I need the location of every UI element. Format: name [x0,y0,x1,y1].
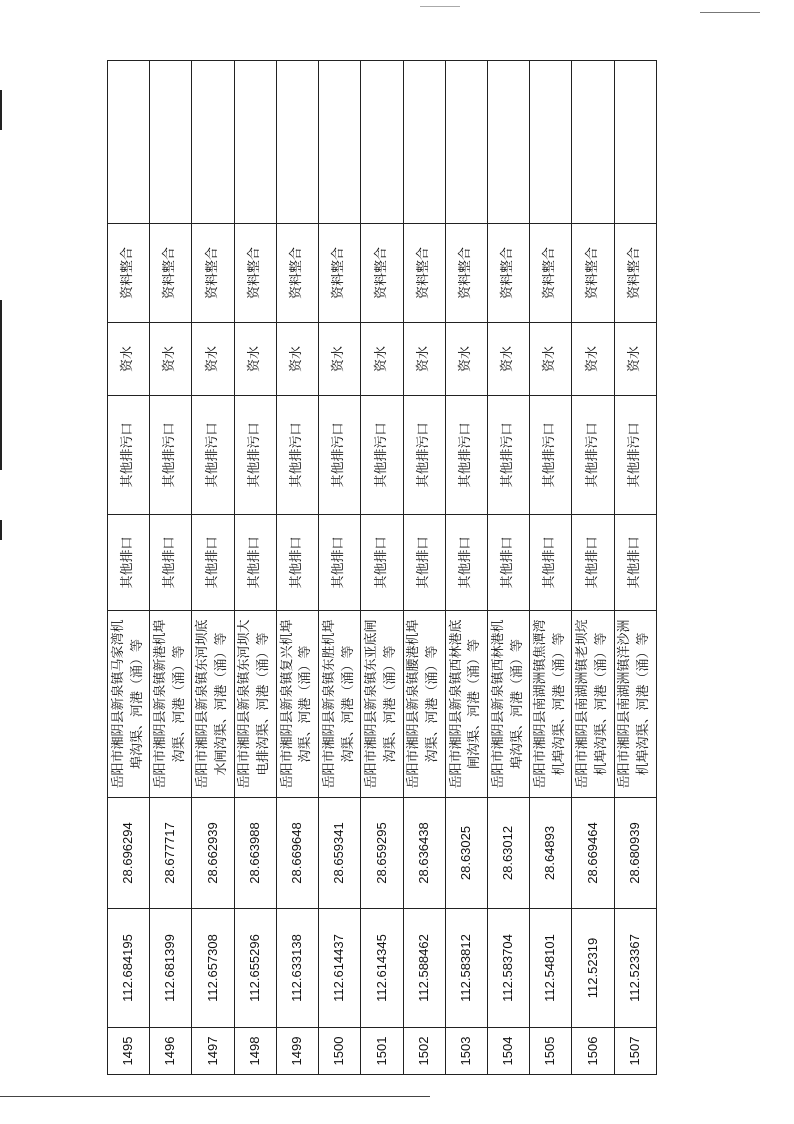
empty-cell [361,61,403,224]
outfall-name-cell: 岳阳市湘阴县新泉镇东胜机埠沟渠、河港（涌）等 [319,611,361,798]
empty-cell [614,61,656,224]
outfall-type-cell: 其他排口 [319,515,361,611]
receiving-water-cell: 资水 [614,323,656,396]
outfall-type-cell: 其他排口 [150,515,192,611]
longitude-cell: 112.583812 [445,909,487,1028]
scan-top-dash-2 [420,6,460,7]
outfall-subtype-cell: 其他排污口 [234,396,276,515]
source-status-cell: 资料整合 [234,224,276,323]
longitude-cell: 112.633138 [276,909,318,1028]
row-number-cell: 1496 [150,1028,192,1075]
longitude-cell: 112.614437 [319,909,361,1028]
empty-cell [319,61,361,224]
table-row [234,61,276,1075]
row-number-cell: 1497 [192,1028,234,1075]
outfall-subtype-cell: 其他排污口 [276,396,318,515]
outfall-name-cell: 岳阳市湘阴县新泉镇马家湾机埠沟渠、河港（涌）等 [108,611,150,798]
longitude-cell: 112.614345 [361,909,403,1028]
outfall-type-cell: 其他排口 [572,515,614,611]
scan-edge-mark-left-low [0,520,2,540]
receiving-water-cell: 资水 [234,323,276,396]
row-number-cell: 1506 [572,1028,614,1075]
receiving-water-cell: 资水 [445,323,487,396]
row-number-cell: 1499 [276,1028,318,1075]
table-row [445,61,487,1075]
source-status-cell: 资料整合 [614,224,656,323]
outfall-subtype-cell: 其他排污口 [150,396,192,515]
latitude-cell: 28.677717 [150,798,192,909]
table-row [572,61,614,1075]
outfall-type-cell: 其他排口 [192,515,234,611]
outfall-type-cell: 其他排口 [276,515,318,611]
outfall-type-cell: 其他排口 [361,515,403,611]
outfall-subtype-cell: 其他排污口 [192,396,234,515]
empty-cell [530,61,572,224]
outfall-subtype-cell: 其他排污口 [445,396,487,515]
receiving-water-cell: 资水 [403,323,445,396]
table-row [150,61,192,1075]
longitude-cell: 112.655296 [234,909,276,1028]
outfall-name-cell: 岳阳市湘阴县新泉镇新港机埠沟渠、河港（涌）等 [150,611,192,798]
source-status-cell: 资料整合 [192,224,234,323]
receiving-water-cell: 资水 [361,323,403,396]
rotated-table-container [107,60,657,1075]
latitude-cell: 28.669648 [276,798,318,909]
longitude-cell: 112.684195 [108,909,150,1028]
longitude-cell: 112.548101 [530,909,572,1028]
outfall-subtype-cell: 其他排污口 [108,396,150,515]
empty-cell [403,61,445,224]
latitude-cell: 28.63012 [487,798,529,909]
scan-edge-mark-left-top [0,90,2,130]
latitude-cell: 28.669464 [572,798,614,909]
outfall-type-cell: 其他排口 [487,515,529,611]
latitude-cell: 28.63025 [445,798,487,909]
outfall-subtype-cell: 其他排污口 [530,396,572,515]
source-status-cell: 资料整合 [108,224,150,323]
outfall-subtype-cell: 其他排污口 [614,396,656,515]
outfall-subtype-cell: 其他排污口 [403,396,445,515]
empty-cell [276,61,318,224]
latitude-cell: 28.659341 [319,798,361,909]
outfall-name-cell: 岳阳市湘阴县新泉镇东河坝底水闸沟渠、河港（涌）等 [192,611,234,798]
receiving-water-cell: 资水 [530,323,572,396]
table-row [487,61,529,1075]
outfall-name-cell: 岳阳市湘阴县新泉镇腰港机埠沟渠、河港（涌）等 [403,611,445,798]
receiving-water-cell: 资水 [108,323,150,396]
outfall-type-cell: 其他排口 [108,515,150,611]
outfall-registry-table [107,60,657,1075]
outfall-name-cell: 岳阳市湘阴县南湖洲镇焦潭湾机埠沟渠、河港（涌）等 [530,611,572,798]
empty-cell [445,61,487,224]
row-number-cell: 1502 [403,1028,445,1075]
table-row [403,61,445,1075]
outfall-name-cell: 岳阳市湘阴县新泉镇东河坝大电排沟渠、河港（涌）等 [234,611,276,798]
empty-cell [108,61,150,224]
source-status-cell: 资料整合 [403,224,445,323]
receiving-water-cell: 资水 [487,323,529,396]
table-row [530,61,572,1075]
outfall-name-cell: 岳阳市湘阴县新泉镇西林港底闸沟渠、河港（涌）等 [445,611,487,798]
table-row [276,61,318,1075]
outfall-type-cell: 其他排口 [530,515,572,611]
receiving-water-cell: 资水 [319,323,361,396]
outfall-type-cell: 其他排口 [403,515,445,611]
latitude-cell: 28.696294 [108,798,150,909]
outfall-subtype-cell: 其他排污口 [572,396,614,515]
longitude-cell: 112.588462 [403,909,445,1028]
outfall-name-cell: 岳阳市湘阴县新泉镇东亚底闸沟渠、河港（涌）等 [361,611,403,798]
receiving-water-cell: 资水 [192,323,234,396]
table-row [319,61,361,1075]
outfall-subtype-cell: 其他排污口 [487,396,529,515]
row-number-cell: 1503 [445,1028,487,1075]
row-number-cell: 1504 [487,1028,529,1075]
latitude-cell: 28.662939 [192,798,234,909]
table-row [108,61,150,1075]
receiving-water-cell: 资水 [150,323,192,396]
source-status-cell: 资料整合 [150,224,192,323]
empty-cell [572,61,614,224]
row-number-cell: 1500 [319,1028,361,1075]
outfall-type-cell: 其他排口 [445,515,487,611]
outfall-name-cell: 岳阳市湘阴县新泉镇西林港机埠沟渠、河港（涌）等 [487,611,529,798]
source-status-cell: 资料整合 [530,224,572,323]
longitude-cell: 112.681399 [150,909,192,1028]
receiving-water-cell: 资水 [276,323,318,396]
empty-cell [234,61,276,224]
scan-bottom-line [0,1096,430,1097]
source-status-cell: 资料整合 [361,224,403,323]
row-number-cell: 1505 [530,1028,572,1075]
latitude-cell: 28.659295 [361,798,403,909]
latitude-cell: 28.680939 [614,798,656,909]
longitude-cell: 112.523367 [614,909,656,1028]
outfall-type-cell: 其他排口 [234,515,276,611]
table-row [614,61,656,1075]
empty-cell [150,61,192,224]
empty-cell [487,61,529,224]
source-status-cell: 资料整合 [572,224,614,323]
empty-cell [192,61,234,224]
table-row [192,61,234,1075]
latitude-cell: 28.636438 [403,798,445,909]
outfall-name-cell: 岳阳市湘阴县南湖洲镇老坝垸机埠沟渠、河港（涌）等 [572,611,614,798]
row-number-cell: 1501 [361,1028,403,1075]
outfall-name-cell: 岳阳市湘阴县南湖洲镇洋沙洲机埠沟渠、河港（涌）等 [614,611,656,798]
outfall-subtype-cell: 其他排污口 [361,396,403,515]
row-number-cell: 1498 [234,1028,276,1075]
source-status-cell: 资料整合 [319,224,361,323]
latitude-cell: 28.64893 [530,798,572,909]
source-status-cell: 资料整合 [445,224,487,323]
longitude-cell: 112.52319 [572,909,614,1028]
latitude-cell: 28.663988 [234,798,276,909]
receiving-water-cell: 资水 [572,323,614,396]
outfall-subtype-cell: 其他排污口 [319,396,361,515]
scan-top-dash [700,12,760,13]
source-status-cell: 资料整合 [276,224,318,323]
longitude-cell: 112.583704 [487,909,529,1028]
row-number-cell: 1495 [108,1028,150,1075]
scan-edge-mark-left-mid [0,300,2,470]
row-number-cell: 1507 [614,1028,656,1075]
longitude-cell: 112.657308 [192,909,234,1028]
outfall-type-cell: 其他排口 [614,515,656,611]
table-row [361,61,403,1075]
source-status-cell: 资料整合 [487,224,529,323]
outfall-name-cell: 岳阳市湘阴县新泉镇复兴机埠沟渠、河港（涌）等 [276,611,318,798]
